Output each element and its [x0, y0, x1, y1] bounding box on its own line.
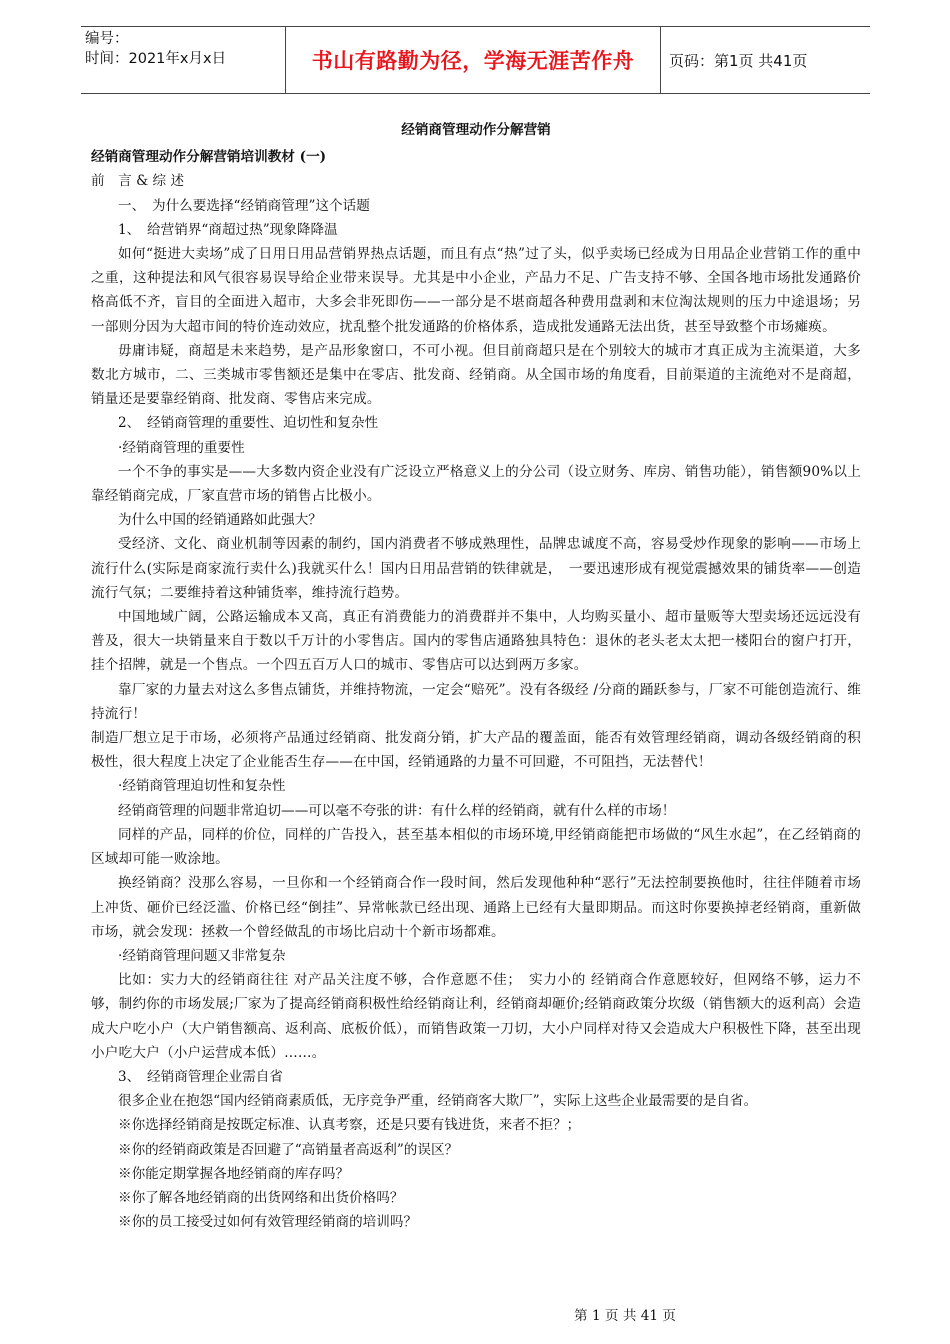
paragraph: 中国地域广阔，公路运输成本又高，真正有消费能力的消费群并不集中，人均购买量小、超市量贩等大型卖场还远远没有普及，很大一块销量来自于数以千万计的小零售店。国内的零售店通路独具特色：退休的老头老太太把一楼阳台的窗户打开，挂个招牌，就是一个售点。一个四五百万人口的城市、零售店可以达到两万多家。: [91, 609, 861, 674]
paragraph-question: 为什么中国的经销通路如此强大？: [118, 512, 322, 529]
document-title: 经销商管理动作分解营销: [401, 122, 551, 138]
header-motto: 书山有路勤为径，学海无涯苦作舟: [285, 27, 661, 93]
document-subtitle: 经销商管理动作分解营销培训教材 (一): [91, 149, 327, 166]
paragraph: 换经销商？没那么容易，一旦你和一个经销商合作一段时间，然后发现他种种“恶行”无法控制要换他时，往往伴随着市场上冲货、砸价已经泛滥、价格已经“倒挂”、异常帐款已经出现、通路上已经有大量即期品。而这时你要换掉老经销商，重新做市场，就会发现：拯救一个曾经做乱的市场比启动十个新市场都难。: [91, 875, 861, 940]
paragraph: 受经济、文化、商业机制等因素的制约，国内消费者不够成熟理性，品牌忠诚度不高，容易受炒作现象的影响——市场上流行什么(实际是商家流行卖什么)我就买什么！国内日用品营销的铁律就是， 一要迅速形成有视觉震撼效果的铺货率——创造流行气氛；二要维持着这种铺货率，维持流行趋势。: [91, 536, 861, 601]
header-page-info: 页码：第1页 共41页: [669, 51, 808, 70]
section-heading-preface: 前 言 & 综 述: [91, 173, 185, 190]
paragraph: 毋庸讳疑，商超是未来趋势，是产品形象窗口，不可小视。但目前商超只是在个别较大的城市才真正成为主流渠道，大多数北方城市，二、三类城市零售额还是集中在零店、批发商、经销商。从全国市场的角度看，目前渠道的主流绝对不是商超，销量还是要靠经销商、批发商、零售店来完成。: [91, 342, 861, 408]
paragraph: 经销商管理的问题非常迫切——可以毫不夸张的讲：有什么样的经销商，就有什么样的市场！: [118, 802, 676, 819]
checklist-item: ※你的员工接受过如何有效管理经销商的培训吗？: [118, 1214, 418, 1231]
number-label: 编号：: [85, 31, 129, 47]
page-header: [81, 26, 870, 94]
document-body: [91, 118, 861, 1234]
paragraph: 同样的产品，同样的价位，同样的广告投入，甚至基本相似的市场环境,甲经销商能把市场做的“风生水起”，在乙经销商的区域却可能一败涂地。: [91, 826, 861, 868]
checklist-item: ※你的经销商政策是否回避了“高销量者高返利”的误区？: [118, 1141, 459, 1158]
checklist-item: ※你了解各地经销商的出货网络和出货价格吗？: [118, 1189, 404, 1206]
bullet-heading: ·经销商管理问题又非常复杂: [118, 947, 286, 964]
bullet-heading: ·经销商管理迫切性和复杂性: [118, 778, 286, 795]
page-footer: 第 1 页 共 41 页: [574, 1308, 676, 1324]
checklist-item: ※你能定期掌握各地经销商的库存吗？: [118, 1165, 350, 1182]
paragraph: 很多企业在抱怨“国内经销商素质低，无序竞争严重，经销商客大欺厂”，实际上这些企业最需要的是自省。: [118, 1093, 758, 1110]
bullet-heading: ·经销商管理的重要性: [118, 439, 245, 456]
subsection-heading-2: 2、 经销商管理的重要性、迫切性和复杂性: [118, 415, 379, 432]
paragraph: 制造厂想立足于市场，必须将产品通过经销商、批发商分销，扩大产品的覆盖面，能否有效管理经销商，调动各级经销商的积极性，很大程度上决定了企业能否生存——在中国，经销通路的力量不可回避，不可阻挡，无法替代！: [91, 730, 861, 771]
header-meta: [81, 27, 285, 93]
subsection-heading-1: 1、 给营销界“商超过热”现象降降温: [118, 221, 338, 238]
paragraph: 比如：实力大的经销商往往 对产品关注度不够，合作意愿不佳； 实力小的 经销商合作意愿较好，但网络不够，运力不够，制约你的市场发展;厂家为了提高经销商积极性给经销商让利，经销商却砸价;经销商政策分坎级（销售额大的返利高）会造成大户吃小户（大户销售额高、返利高、底板价低），而销售政策一刀切，大小户同样对待又会造成大户积极性下降，甚至出现小户吃大户（小户运营成本低）……。: [91, 972, 861, 1061]
section-heading-1: 一、 为什么要选择“经销商管理”这个话题: [118, 197, 370, 214]
subsection-heading-3: 3、 经销商管理企业需自省: [118, 1068, 283, 1085]
paragraph: 一个不争的事实是——大多数内资企业没有广泛设立严格意义上的分公司（设立财务、库房、销售功能），销售额90%以上靠经销商完成，厂家直营市场的销售占比极小。: [91, 463, 861, 505]
time-label: 时间：2021年x月x日: [85, 51, 227, 67]
paragraph: 如何“挺进大卖场”成了日用日用品营销界热点话题，而且有点“热”过了头，似乎卖场已经成为日用品企业营销工作的重中之重，这种提法和风气很容易误导给企业带来误导。尤其是中小企业，产品力不足、广告支持不够、全国各地市场批发通路价格高低不齐，盲目的全面进入超市，大多会非死即伤——一部分是不堪商超各种费用盘剥和末位淘汰规则的压力中途退场；另一部则分因为大超市间的特价连动效应，扰乱整个批发通路的价格体系，造成批发通路无法出货，甚至导致整个市场瘫痪。: [91, 246, 861, 335]
paragraph: 靠厂家的力量去对这么多售点铺货，并维持物流，一定会“赔死”。没有各级经 /分商的踊跃参与，厂家不可能创造流行、维持流行！: [91, 681, 861, 722]
checklist-item: ※你选择经销商是按既定标准、认真考察，还是只要有钱进货，来者不拒？；: [118, 1117, 581, 1134]
